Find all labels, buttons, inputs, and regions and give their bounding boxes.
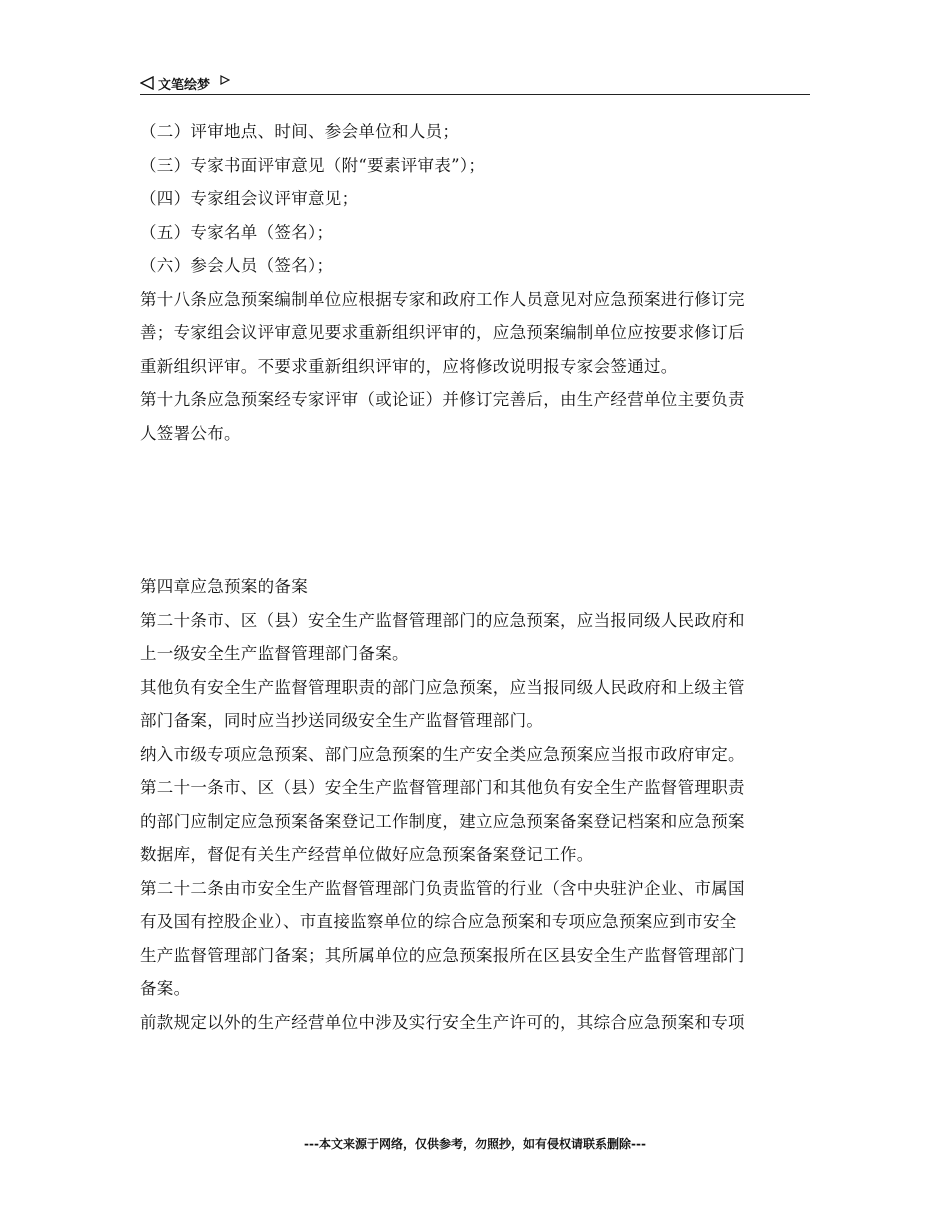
section-spacer [140, 450, 812, 570]
paragraph-line: 第十九条应急预案经专家评审（或论证）并修订完善后，由生产经营单位主要负责 [140, 390, 745, 409]
paragraph-line: 纳入市级专项应急预案、部门应急预案的生产安全类应急预案应当报市政府审定。 [140, 744, 745, 764]
page-footer: ---本文来源于网络，仅供参考，勿照抄，如有侵权请联系删除--- [304, 1137, 646, 1151]
paragraph-line: 第二十一条市、区（县）安全生产监督管理部门和其他负有安全生产监督管理职责 [140, 778, 745, 797]
triangle-left-icon [140, 76, 154, 90]
paragraph-line: 备案。 [140, 979, 191, 998]
chapter-heading: 第四章应急预案的备案 [140, 577, 308, 596]
paragraph-line: 第二十条市、区（县）安全生产监督管理部门的应急预案，应当报同级人民政府和 [140, 610, 745, 630]
page-header [140, 72, 810, 95]
paragraph-line: （六）参会人员（签名）； [140, 256, 334, 275]
paragraph-line: （二）评审地点、时间、参会单位和人员； [140, 122, 460, 141]
paragraph-line: （三）专家书面评审意见（附“要素评审表”）； [140, 155, 486, 175]
paragraph-line: 第二十二条由市安全生产监督管理部门负责监管的行业（含中央驻沪企业、市属国 [140, 878, 745, 898]
triangle-right-icon [220, 75, 230, 85]
paragraph-line: 的部门应制定应急预案备案登记工作制度，建立应急预案备案登记档案和应急预案 [140, 811, 745, 831]
paragraph-line: 部门备案，同时应当抄送同级安全生产监督管理部门。 [140, 711, 544, 730]
paragraph-line: 重新组织评审。不要求重新组织评审的，应将修改说明报专家会签通过。 [140, 356, 678, 376]
paragraph-line: 人签署公布。 [140, 423, 241, 443]
paragraph-line: 前款规定以外的生产经营单位中涉及实行安全生产许可的，其综合应急预案和专项 [140, 1012, 745, 1032]
paragraph-line: 第十八条应急预案编制单位应根据专家和政府工作人员意见对应急预案进行修订完 [140, 289, 745, 309]
paragraph-line: （四）专家组会议评审意见； [140, 189, 359, 208]
paragraph-line: 上一级安全生产监督管理部门备案。 [140, 644, 409, 663]
paragraph-line: （五）专家名单（签名）； [140, 222, 334, 242]
paragraph-line: 数据库，督促有关生产经营单位做好应急预案备案登记工作。 [140, 845, 594, 864]
paragraph-line: 善；专家组会议评审意见要求重新组织评审的，应急预案编制单位应按要求修订后 [140, 323, 745, 342]
paragraph-line: 有及国有控股企业）、市直接监察单位的综合应急预案和专项应急预案应到市安全 [140, 912, 737, 931]
paragraph-line: 其他负有安全生产监督管理职责的部门应急预案，应当报同级人民政府和上级主管 [140, 677, 745, 697]
document-body [140, 115, 812, 1039]
paragraph-line: 生产监督管理部门备案；其所属单位的应急预案报所在区县安全生产监督管理部门 [140, 945, 745, 965]
header-title: 文笔绘梦 [158, 77, 211, 93]
